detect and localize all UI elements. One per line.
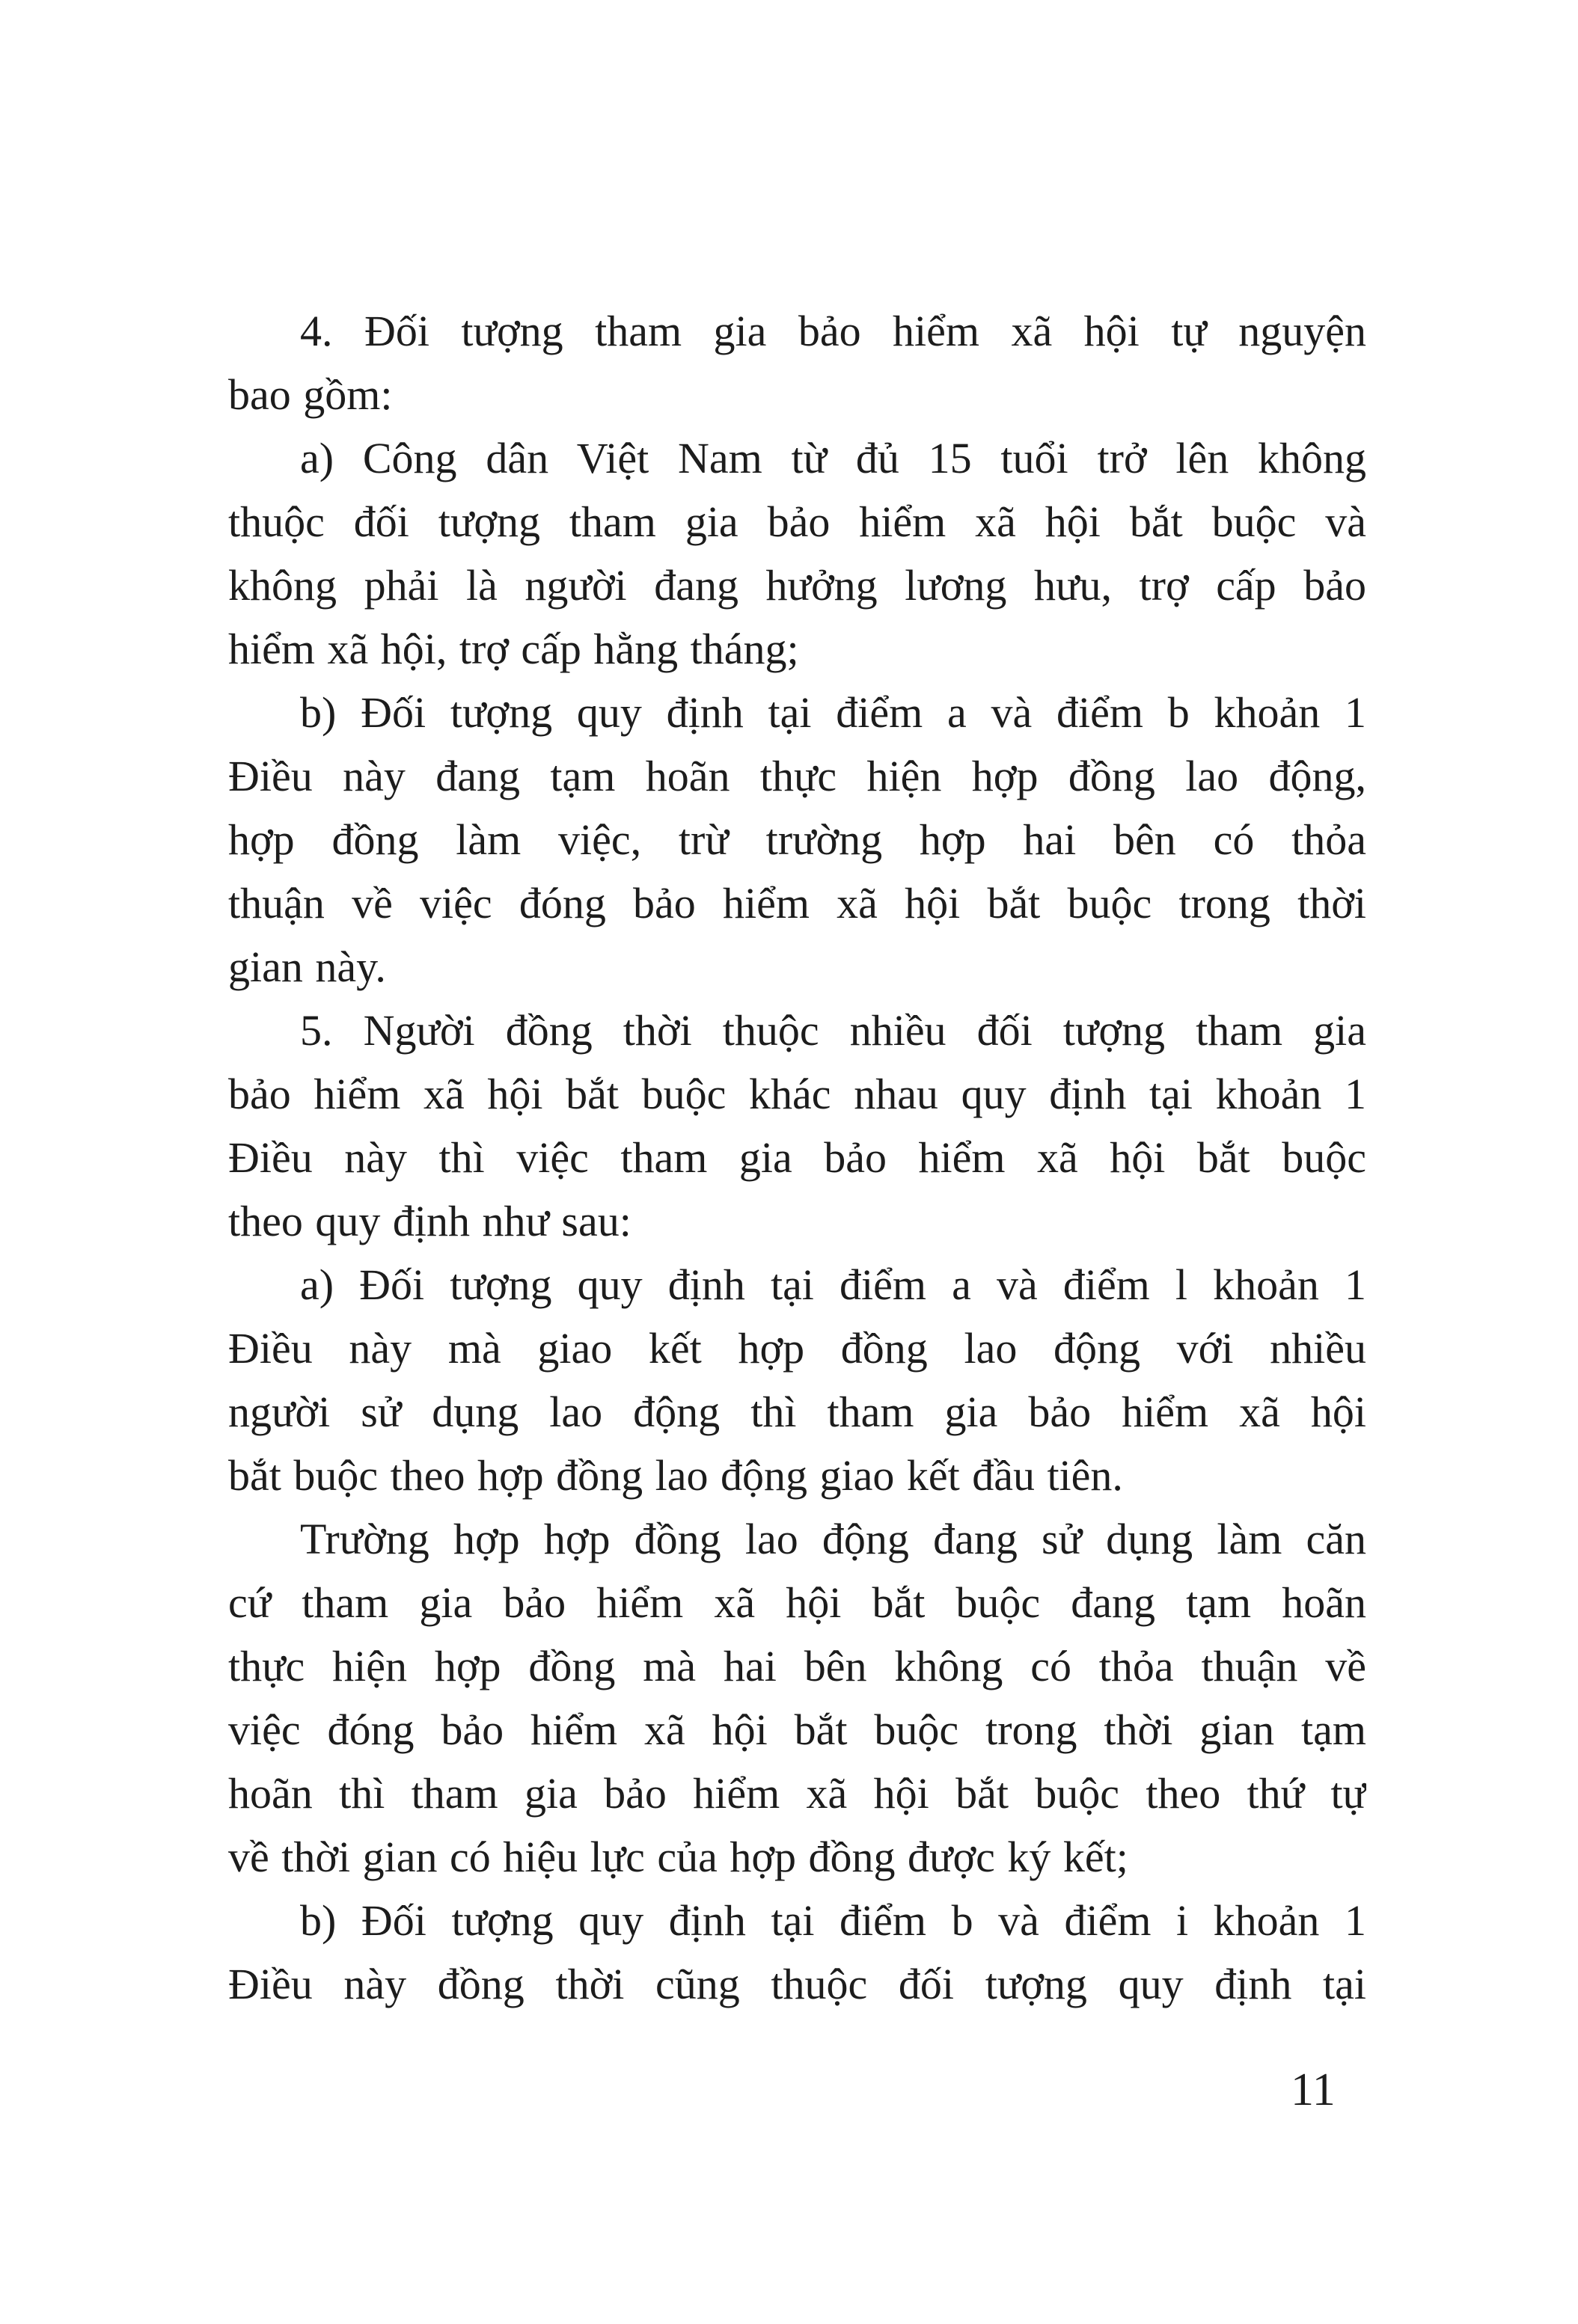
text-line: b) Đối tượng quy định tại điểm a và điểm b khoản 1: [300, 688, 1366, 737]
text-line: a) Công dân Việt Nam từ đủ 15 tuổi trở lên không: [300, 434, 1366, 482]
paragraph: [228, 1889, 1366, 2016]
paragraph: [228, 1507, 1366, 1889]
paragraph: [228, 681, 1366, 999]
text-line: bắt buộc theo hợp đồng lao động giao kết đầu tiên.: [228, 1451, 1123, 1500]
text-line: cứ tham gia bảo hiểm xã hội bắt buộc đang tạm hoãn: [228, 1578, 1366, 1627]
text-line: b) Đối tượng quy định tại điểm b và điểm i khoản 1: [300, 1896, 1366, 1945]
text-line: hoãn thì tham gia bảo hiểm xã hội bắt buộc theo thứ tự: [228, 1769, 1366, 1818]
text-line: hiểm xã hội, trợ cấp hằng tháng;: [228, 625, 799, 673]
text-line: thuận về việc đóng bảo hiểm xã hội bắt buộc trong thời: [228, 879, 1366, 928]
text-line: 5. Người đồng thời thuộc nhiều đối tượng tham gia: [300, 1006, 1366, 1055]
text-line: Trường hợp hợp đồng lao động đang sử dụng làm căn: [300, 1515, 1366, 1563]
text-line: theo quy định như sau:: [228, 1197, 631, 1245]
text-line: thực hiện hợp đồng mà hai bên không có thỏa thuận về: [228, 1642, 1366, 1690]
text-block: [228, 299, 1366, 2016]
text-line: bảo hiểm xã hội bắt buộc khác nhau quy định tại khoản 1: [228, 1070, 1366, 1118]
text-line: Điều này đồng thời cũng thuộc đối tượng quy định tại: [228, 1960, 1366, 2008]
paragraph: [228, 299, 1366, 426]
text-line: về thời gian có hiệu lực của hợp đồng được ký kết;: [228, 1833, 1128, 1881]
text-line: a) Đối tượng quy định tại điểm a và điểm l khoản 1: [300, 1260, 1366, 1309]
text-line: bao gồm:: [228, 370, 393, 419]
text-line: hợp đồng làm việc, trừ trường hợp hai bên có thỏa: [228, 815, 1366, 864]
text-line: Điều này đang tạm hoãn thực hiện hợp đồng lao động,: [228, 752, 1366, 800]
page-number: 11: [1291, 2064, 1336, 2115]
text-line: 4. Đối tượng tham gia bảo hiểm xã hội tự nguyện: [300, 307, 1366, 355]
text-line: Điều này thì việc tham gia bảo hiểm xã hội bắt buộc: [228, 1133, 1366, 1182]
text-line: không phải là người đang hưởng lương hưu, trợ cấp bảo: [228, 561, 1366, 610]
text-line: Điều này mà giao kết hợp đồng lao động với nhiều: [228, 1324, 1366, 1373]
text-line: thuộc đối tượng tham gia bảo hiểm xã hội bắt buộc và: [228, 497, 1366, 546]
text-line: việc đóng bảo hiểm xã hội bắt buộc trong thời gian tạm: [228, 1705, 1366, 1754]
paragraph: [228, 426, 1366, 681]
text-line: gian này.: [228, 942, 386, 991]
paragraph: [228, 1253, 1366, 1507]
text-line: người sử dụng lao động thì tham gia bảo hiểm xã hội: [228, 1388, 1366, 1436]
paragraph: [228, 999, 1366, 1253]
